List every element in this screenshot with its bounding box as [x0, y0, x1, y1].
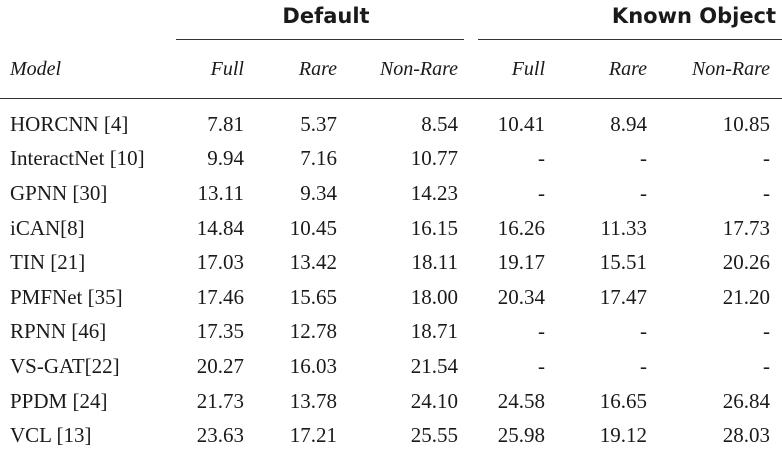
table-row — [0, 211, 782, 246]
cell-full: 9.94 — [207, 146, 244, 171]
col-header-known-non-rare: Non-Rare — [691, 57, 771, 80]
cell-rare: 10.45 — [289, 215, 337, 240]
cell-non-rare: 18.11 — [411, 250, 459, 275]
cell-known-full: - — [538, 353, 546, 378]
cell-known-non-rare: 26.84 — [722, 388, 771, 413]
group-header-empty — [0, 0, 176, 40]
cell-model: PPDM [24] — [10, 388, 108, 413]
table-row — [0, 418, 782, 453]
cell-known-non-rare: - — [763, 319, 771, 344]
cell-known-non-rare: 17.73 — [722, 215, 771, 240]
group-header-known-object — [470, 0, 782, 40]
col-header-non-rare: Non-Rare — [379, 57, 459, 80]
table-row — [0, 142, 782, 177]
cell-rare: 13.78 — [289, 388, 337, 413]
table-row — [0, 384, 782, 419]
cell-non-rare: 18.00 — [410, 284, 459, 309]
cell-non-rare: 14.23 — [410, 180, 459, 205]
cell-rare: 17.21 — [289, 423, 337, 448]
cell-full: 20.27 — [196, 353, 244, 378]
cell-known-rare: 17.47 — [599, 284, 648, 309]
cell-known-non-rare: - — [763, 353, 771, 378]
cell-model: GPNN [30] — [10, 180, 108, 205]
cell-rare: 15.65 — [289, 284, 337, 309]
cell-full: 21.73 — [196, 388, 244, 413]
cell-known-full: 20.34 — [497, 284, 546, 309]
group-default-label: Default — [282, 4, 370, 28]
cell-rare: 9.34 — [300, 180, 337, 205]
cell-non-rare: 10.77 — [410, 146, 459, 171]
group-known-object-rule — [478, 39, 782, 40]
cell-model: TIN [21] — [10, 250, 86, 275]
cell-known-full: - — [538, 319, 546, 344]
cell-known-rare: 8.94 — [610, 111, 648, 136]
cell-known-non-rare: 28.03 — [722, 423, 771, 448]
col-header-known-full: Full — [511, 57, 546, 80]
table-row — [0, 176, 782, 211]
cell-non-rare: 16.15 — [410, 215, 459, 240]
cell-rare: 5.37 — [300, 111, 337, 136]
cell-full: 17.35 — [196, 319, 244, 344]
cell-known-full: 19.17 — [497, 250, 546, 275]
cell-non-rare: 25.55 — [410, 423, 459, 448]
group-header-row — [0, 0, 782, 40]
cell-full: 23.63 — [196, 423, 244, 448]
cell-full: 14.84 — [196, 215, 244, 240]
cell-non-rare: 24.10 — [410, 388, 459, 413]
cell-known-full: 24.58 — [497, 388, 546, 413]
cell-model: InteractNet [10] — [10, 146, 145, 171]
col-header-model: Model — [10, 57, 62, 80]
table-body — [0, 99, 782, 453]
cell-known-rare: - — [640, 353, 648, 378]
cell-full: 7.81 — [207, 111, 244, 136]
cell-known-non-rare: - — [763, 180, 771, 205]
cell-known-non-rare: 21.20 — [722, 284, 771, 309]
col-header-rare: Rare — [298, 57, 337, 80]
group-known-object-label: Known Object — [611, 4, 777, 28]
table-header — [0, 0, 782, 99]
cell-full: 17.03 — [196, 250, 244, 275]
cell-known-rare: 11.33 — [600, 215, 648, 240]
cell-rare: 16.03 — [289, 353, 337, 378]
cell-model: PMFNet [35] — [10, 284, 123, 309]
cell-model: VS-GAT[22] — [10, 353, 120, 378]
cell-known-full: - — [538, 146, 546, 171]
group-header-default — [176, 0, 470, 40]
cell-known-full: - — [538, 180, 546, 205]
table-row — [0, 280, 782, 315]
cell-known-rare: 16.65 — [599, 388, 648, 413]
cell-known-full: 25.98 — [497, 423, 546, 448]
cell-known-rare: 15.51 — [599, 250, 648, 275]
cell-known-rare: - — [640, 146, 648, 171]
cell-known-rare: - — [640, 180, 648, 205]
cell-known-rare: - — [640, 319, 648, 344]
cell-model: iCAN[8] — [10, 215, 85, 240]
column-header-row — [0, 40, 782, 99]
cell-known-non-rare: 10.85 — [722, 111, 771, 136]
cell-known-non-rare: 20.26 — [722, 250, 771, 275]
group-default-rule — [176, 39, 464, 40]
cell-model: VCL [13] — [10, 423, 92, 448]
table-row — [0, 245, 782, 280]
table-row — [0, 99, 782, 142]
table-row — [0, 315, 782, 350]
cell-model: RPNN [46] — [10, 319, 107, 344]
cell-known-full: 16.26 — [497, 215, 546, 240]
cell-model: HORCNN [4] — [10, 111, 129, 136]
cell-known-full: 10.41 — [497, 111, 546, 136]
col-header-full: Full — [210, 57, 244, 80]
cell-rare: 7.16 — [300, 146, 337, 171]
cell-non-rare: 21.54 — [410, 353, 459, 378]
cell-full: 13.11 — [197, 180, 244, 205]
cell-rare: 13.42 — [289, 250, 337, 275]
col-header-known-rare: Rare — [608, 57, 648, 80]
cell-full: 17.46 — [196, 284, 244, 309]
cell-rare: 12.78 — [289, 319, 337, 344]
cell-non-rare: 18.71 — [410, 319, 459, 344]
cell-known-non-rare: - — [763, 146, 771, 171]
cell-non-rare: 8.54 — [421, 111, 459, 136]
table-row — [0, 349, 782, 384]
cell-known-rare: 19.12 — [599, 423, 648, 448]
